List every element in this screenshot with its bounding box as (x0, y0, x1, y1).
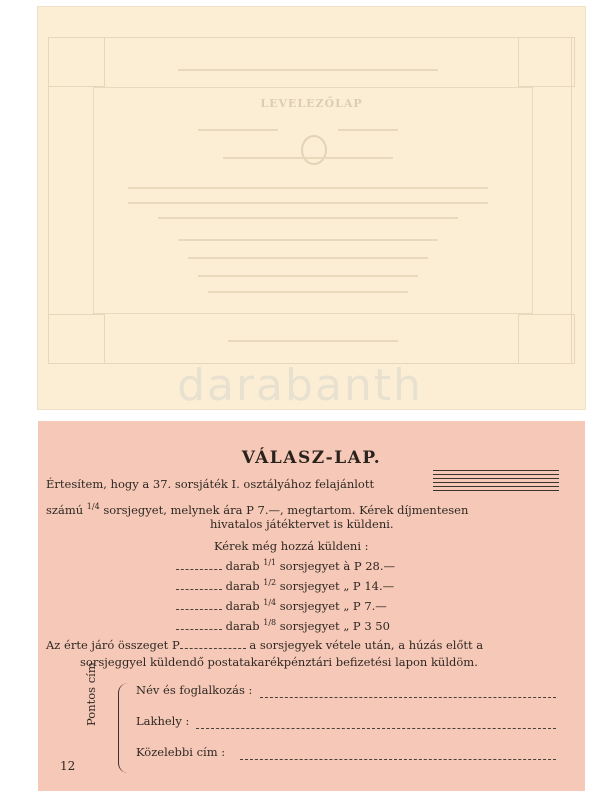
order-text: sorsjegyet „ P 3 50 (279, 618, 390, 633)
order-prefix: darab (225, 558, 260, 573)
fraction: 1/4 (263, 598, 277, 607)
order-row (176, 618, 390, 633)
ghost-line (128, 202, 488, 204)
quantity-field[interactable] (176, 569, 222, 570)
ghost-line (198, 275, 418, 277)
ghost-corner-tl (48, 37, 105, 87)
watermark: darabanth (177, 360, 423, 411)
ghost-line (158, 217, 458, 219)
ghost-line (223, 157, 393, 159)
quantity-field[interactable] (176, 629, 222, 630)
address-field-label: Közelebbi cím : (136, 745, 226, 759)
intro-text: sorsjegyet, melynek ára P 7.—, megtartom. Kérek díjmentesen (103, 502, 469, 517)
ghost-line (178, 239, 438, 241)
payment-line-1 (46, 638, 483, 652)
ghost-corner-tr (518, 37, 575, 87)
order-row (176, 578, 394, 593)
ghost-line (228, 340, 398, 342)
fraction: 1/4 (86, 502, 100, 511)
intro-line-2 (46, 502, 468, 517)
fraction: 1/8 (263, 618, 277, 627)
quantity-field[interactable] (176, 609, 222, 610)
fraction: 1/2 (263, 578, 277, 587)
ghost-corner-br (518, 314, 575, 364)
payment-line-2: sorsjeggyel küldendő postatakarékpénztári befizetési lapon küldöm. (80, 655, 478, 669)
ghost-line (198, 129, 278, 131)
request-heading: Kérek még hozzá küldeni : (214, 539, 369, 553)
brace (118, 683, 129, 773)
order-prefix: darab (225, 578, 260, 593)
ghost-line (128, 187, 488, 189)
order-row (176, 558, 395, 573)
intro-line-1: Értesítem, hogy a 37. sorsjáték I. osztályához felajánlott (46, 477, 375, 491)
order-text: sorsjegyet „ P 14.— (279, 578, 395, 593)
order-prefix: darab (225, 598, 260, 613)
address-field[interactable] (240, 758, 556, 760)
address-label: Pontos cím (84, 662, 98, 726)
ghost-line (208, 291, 408, 293)
ghost-inner-frame (93, 87, 533, 314)
order-row (176, 598, 387, 613)
order-prefix: darab (225, 618, 260, 633)
payment-text: a sorsjegyek vétele után, a húzás előtt a (249, 638, 484, 652)
amount-field[interactable] (180, 648, 246, 649)
name-field[interactable] (260, 696, 556, 698)
reply-card (38, 421, 585, 791)
card-number: 12 (60, 759, 76, 773)
ghost-heading: LEVELEZŐLAP (260, 97, 363, 110)
ghost-crest-icon (301, 135, 327, 165)
residence-field[interactable] (196, 727, 556, 729)
intro-line-3: hivatalos játéktervet is küldeni. (210, 517, 394, 531)
residence-field-label: Lakhely : (136, 714, 190, 728)
card-title: VÁLASZ-LAP. (241, 448, 382, 468)
intro-text: számú (46, 502, 84, 517)
stamp-stripes (433, 470, 559, 494)
order-text: sorsjegyet à P 28.— (279, 558, 396, 573)
order-text: sorsjegyet „ P 7.— (279, 598, 387, 613)
name-field-label: Név és foglalkozás : (136, 683, 253, 697)
ghost-line (188, 257, 428, 259)
ghost-corner-bl (48, 314, 105, 364)
payment-text: Az érte járó összeget P (46, 638, 180, 652)
postcard-back (38, 7, 585, 409)
fraction: 1/1 (263, 558, 277, 567)
ghost-line (178, 69, 438, 71)
ghost-line (338, 129, 398, 131)
quantity-field[interactable] (176, 589, 222, 590)
